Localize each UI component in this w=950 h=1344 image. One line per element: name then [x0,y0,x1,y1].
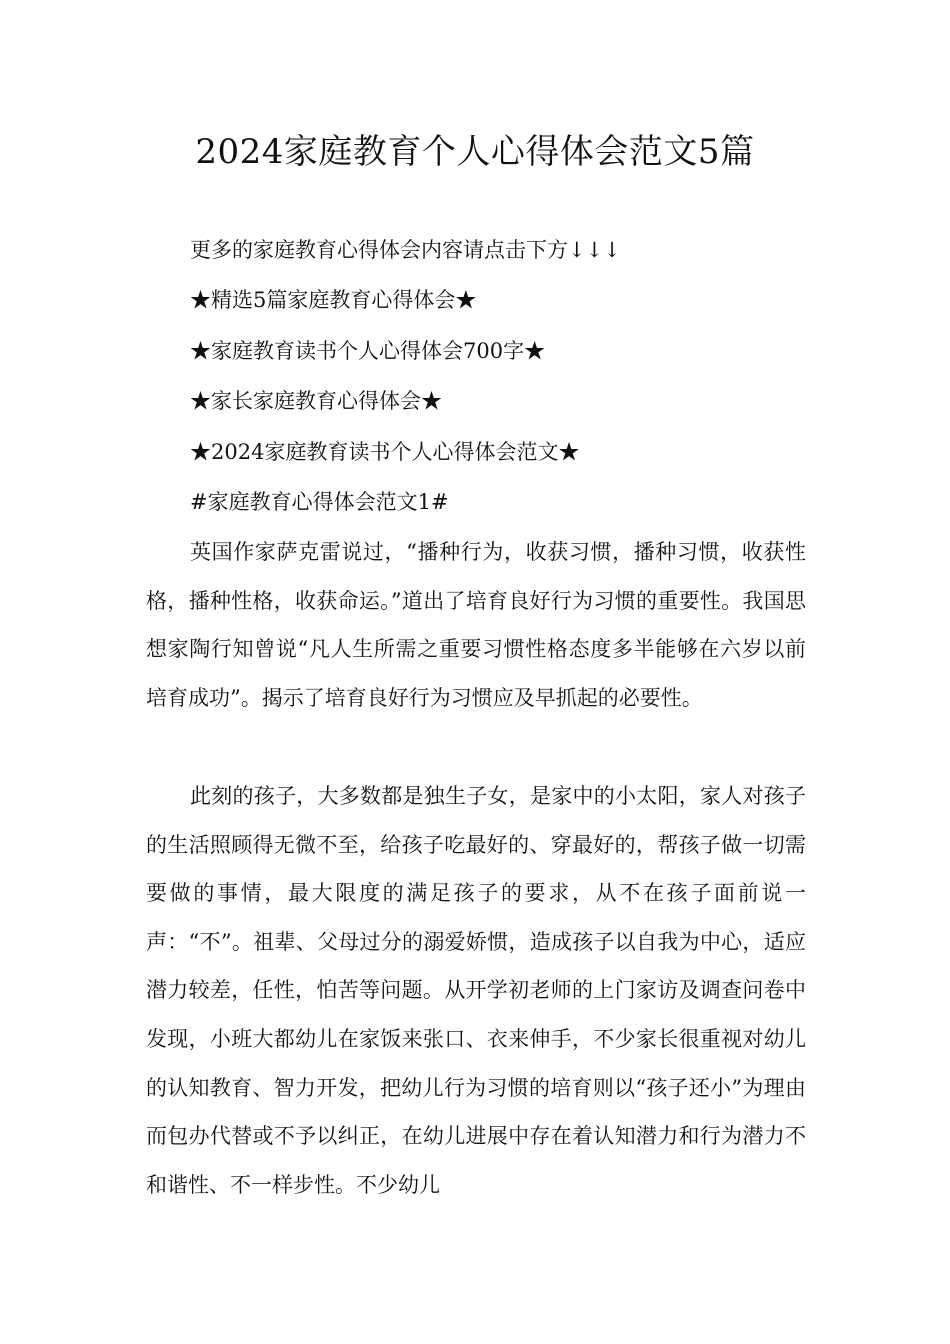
related-link-3[interactable]: ★家长家庭教育心得体会★ [190,389,442,413]
related-link-4[interactable]: ★2024家庭教育读书个人心得体会范文★ [190,440,580,464]
related-link-1[interactable]: ★精选5篇家庭教育心得体会★ [190,288,477,312]
related-link-2[interactable]: ★家庭教育读书个人心得体会700字★ [190,339,546,363]
body-paragraph: 此刻的孩子，大多数都是独生子女，是家中的小太阳，家人对孩子的生活照顾得无微不至，给孩子吃最好的、穿最好的，帮孩子做一切需要做的事情，最大限度的满足孩子的要求，从不在孩子面前说一声：“不”。祖辈、父母过分的溺爱娇惯，造成孩子以自我为中心，适应潜力较差，任性，怕苦等问题。从开学初老师的上门家访及调查问卷中发现，小班大都幼儿在家饭来张口、衣来伸手，不少家长很重视对幼儿的认知教育、智力开发，把幼儿行为习惯的培育则以“孩子还小”为理由而包办代替或不予以纠正，在幼儿进展中存在着认知潜力和行为潜力不和谐性、不一样步性。不少幼儿 [146,784,806,1197]
body-paragraph: 英国作家萨克雷说过，“播种行为，收获习惯，播种习惯，收获性格，播种性格，收获命运。”道出了培育良好行为习惯的重要性。我国思想家陶行知曾说“凡人生所需之重要习惯性格态度多半能够在六岁以前培育成功”。揭示了培育良好行为习惯应及早抓起的必要性。 [146,540,806,710]
section-heading: #家庭教育心得体会范文1# [190,490,449,514]
intro-link-prompt: 更多的家庭教育心得体会内容请点击下方↓↓↓ [190,238,621,262]
document-title: 2024家庭教育个人心得体会范文5篇 [195,132,755,172]
